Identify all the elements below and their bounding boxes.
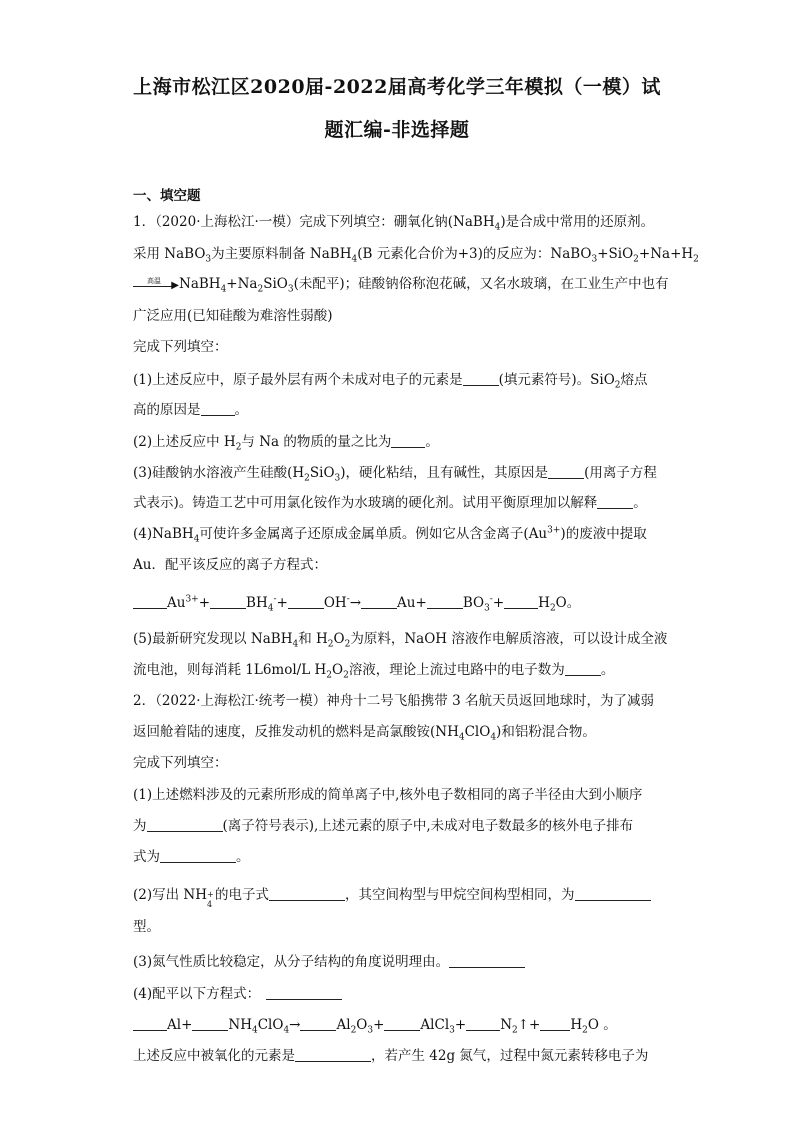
q1-part5-line2: 流电池，则每消耗 1L6mol/L $H_2O_2$溶液，理论上流过电路中的电子数为 。 xyxy=(133,662,615,681)
section-heading: 一、填空题 xyxy=(133,188,201,204)
reaction-arrow-icon: 高温 ▶ xyxy=(133,278,179,292)
document-title-line2: 题汇编-非选择题 xyxy=(324,119,470,141)
document-title-line1: 上海市松江区2020届-2022届高考化学三年模拟（一模）试 xyxy=(133,76,661,98)
q1-ionic-equation: $Au^{3+}+ BH_4^-+ OH^-\to Au+ BO_3^-+ H_2O$。 xyxy=(133,594,663,612)
q1-part2: (2)上述反应中 $H_2$与 Na 的物质的量之比为 。 xyxy=(133,434,439,453)
coefficient-blank[interactable] xyxy=(427,595,463,609)
q2-part1-line3: 式为 。 xyxy=(133,849,250,865)
q1-reaction-line: 采用 NaBO$_3$为主要原料制备 NaBH$_4$(B 元素化合价为+3)的反应为：$NaBO_3+SiO_2+Na+H_2$ xyxy=(133,246,699,265)
answer-blank[interactable] xyxy=(266,986,342,1000)
answer-blank[interactable] xyxy=(449,954,525,968)
coefficient-blank[interactable] xyxy=(210,595,246,609)
answer-blank[interactable] xyxy=(575,887,651,901)
q2-equation: $Al+ NH_4ClO_4\to Al_2O_3+$ AlCl$_3$+ $N_2↑+ H_2O$ 。 xyxy=(133,1016,663,1034)
coefficient-blank[interactable] xyxy=(288,595,324,609)
q1-part4-line1: (4)NaBH$_4$可使许多金属离子还原成金属单质。例如它从含金离子$(Au^{3+})$的废液中提取 xyxy=(133,525,647,545)
coefficient-blank[interactable] xyxy=(504,595,538,609)
answer-blank[interactable] xyxy=(295,1048,371,1062)
q2-part2-line2: 型。 xyxy=(133,919,160,935)
answer-blank[interactable] xyxy=(160,849,236,863)
q2-intro: 2．（2022·上海松江·统考一模）神舟十二号飞船携带 3 名航天员返回地球时，为了减弱 xyxy=(133,693,654,709)
answer-blank[interactable] xyxy=(565,662,601,676)
answer-blank[interactable] xyxy=(201,402,235,416)
coefficient-blank[interactable] xyxy=(466,1017,500,1031)
q1-part3-line2: 式表示)。铸造工艺中可用氯化铵作为水玻璃的硬化剂。试用平衡原理加以解释 。 xyxy=(133,495,647,511)
q1-intro: 1．（2020·上海松江·一模）完成下列填空：硼氧化钠(NaBH$_4$)是合成中常用的还原剂。 xyxy=(133,214,655,233)
q2-part2-line1: (2)写出 NH + 4 的电子式 ，其空间构型与甲烷空间构型相同，为 xyxy=(133,886,663,904)
q2-part1-line1: (1)上述燃料涉及的元素所形成的简单离子中,核外电子数相同的离子半径由大到小顺序 xyxy=(133,787,643,803)
answer-blank[interactable] xyxy=(269,887,345,901)
coefficient-blank[interactable] xyxy=(192,1017,228,1031)
q1-part5-line1: (5)最新研究发现以 NaBH$_4$和 $H_2O_2$为原料，NaOH 溶液作电解质溶液，可以设计成全液 xyxy=(133,631,668,650)
coefficient-blank[interactable] xyxy=(361,595,397,609)
q1-part1-line1: (1)上述反应中，原子最外层有两个未成对电子的元素是 (填元素符号)。SiO$_2$熔点 xyxy=(133,372,648,391)
answer-blank[interactable] xyxy=(147,818,223,832)
coefficient-blank[interactable] xyxy=(540,1017,570,1031)
coefficient-blank[interactable] xyxy=(300,1017,336,1031)
q1-reaction-products: 高温 ▶ $NaBH_4+Na_2SiO_3$(未配平)；硅酸钠俗称泡花碱，又名水玻璃，在工业生产中也有 xyxy=(133,275,663,293)
q2-part4: (4)配平以下方程式： xyxy=(133,985,663,1003)
q1-note: 广泛应用(已知硅酸为难溶性弱酸) xyxy=(133,308,333,324)
coefficient-blank[interactable] xyxy=(133,1017,167,1031)
answer-blank[interactable] xyxy=(391,434,425,448)
q1-part1-line2: 高的原因是 。 xyxy=(133,402,248,418)
q2-part3: (3)氮气性质比较稳定，从分子结构的角度说明理由。 xyxy=(133,953,663,971)
q1-part4-line2: Au．配平该反应的离子方程式： xyxy=(133,557,327,573)
coefficient-blank[interactable] xyxy=(384,1017,420,1031)
q2-fill-prompt: 完成下列填空： xyxy=(133,755,228,771)
q1-part3-line1: (3)硅酸钠水溶液产生硅酸$(H_2SiO_3)$，硬化粘结，且有碱性，其原因是 (用离子方程 xyxy=(133,465,657,484)
coefficient-blank[interactable] xyxy=(133,595,167,609)
answer-blank[interactable] xyxy=(548,465,584,479)
q2-last-line: 上述反应中被氧化的元素是 ，若产生 42g 氮气，过程中氮元素转移电子为 xyxy=(133,1048,649,1064)
q2-intro-line2: 返回舱着陆的速度，反推发动机的燃料是高氯酸铵$(NH_4ClO_4)$和铝粉混合物。 xyxy=(133,724,596,743)
q1-fill-prompt: 完成下列填空： xyxy=(133,339,228,355)
answer-blank[interactable] xyxy=(463,372,499,386)
q2-part1-line2: 为 (离子符号表示),上述元素的原子中,未成对电子数最多的核外电子排布 xyxy=(133,818,634,834)
answer-blank[interactable] xyxy=(597,495,633,509)
